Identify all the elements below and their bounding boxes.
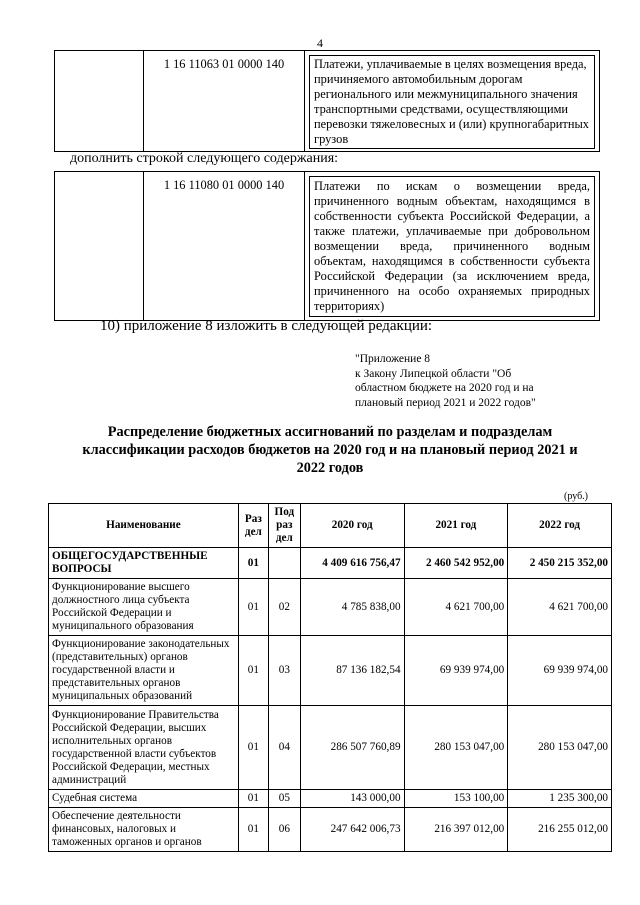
income-code-cell: 1 16 11080 01 0000 140 bbox=[144, 172, 305, 321]
row-value-2022: 69 939 974,00 bbox=[508, 636, 612, 706]
add-line-text: дополнить строкой следующего содержания: bbox=[70, 151, 339, 166]
item-10-text: 10) приложение 8 изложить в следующей редакции: bbox=[100, 318, 433, 334]
row-value-2021: 69 939 974,00 bbox=[404, 636, 508, 706]
income-description: Платежи, уплачиваемые в целях возмещения вреда, причиняемого автомобильным дорогам регионального или межмуниципального значения транспортными средствами, осуществляющими перевозки тяжеловесных и (или) крупногабаритных грузов bbox=[309, 55, 595, 149]
row-value-2021: 2 460 542 952,00 bbox=[404, 548, 508, 579]
table-header-row bbox=[49, 504, 612, 548]
table-row bbox=[49, 548, 612, 579]
table-row bbox=[49, 579, 612, 636]
row-value-2021: 280 153 047,00 bbox=[404, 706, 508, 790]
empty-cell bbox=[55, 51, 144, 152]
row-value-2022: 1 235 300,00 bbox=[508, 790, 612, 808]
row-podrazdel: 03 bbox=[268, 636, 300, 706]
column-header-2022: 2022 год bbox=[508, 504, 612, 548]
row-value-2021: 4 621 700,00 bbox=[404, 579, 508, 636]
empty-cell bbox=[55, 172, 144, 321]
row-razdel: 01 bbox=[238, 548, 268, 579]
annex-line: плановый период 2021 и 2022 годов" bbox=[355, 396, 536, 409]
income-codes-table bbox=[54, 50, 600, 152]
row-value-2021: 153 100,00 bbox=[404, 790, 508, 808]
row-value-2021: 216 397 012,00 bbox=[404, 808, 508, 852]
row-razdel: 01 bbox=[238, 790, 268, 808]
row-value-2022: 2 450 215 352,00 bbox=[508, 548, 612, 579]
row-value-2022: 216 255 012,00 bbox=[508, 808, 612, 852]
annex-reference bbox=[355, 352, 595, 410]
row-name: Обеспечение деятельности финансовых, налоговых и таможенных органов и органов bbox=[49, 808, 239, 852]
column-header-podrazdel: Под раз дел bbox=[268, 504, 300, 548]
table-row bbox=[55, 172, 600, 321]
page-number: 4 bbox=[317, 36, 323, 50]
table-heading bbox=[60, 423, 600, 477]
heading-line: классификации расходов бюджетов на 2020 год и на плановый период 2021 и bbox=[82, 442, 578, 458]
row-podrazdel bbox=[268, 548, 300, 579]
row-name: ОБЩЕГОСУДАРСТВЕННЫЕ ВОПРОСЫ bbox=[49, 548, 239, 579]
column-header-2021: 2021 год bbox=[404, 504, 508, 548]
row-name: Функционирование высшего должностного лица субъекта Российской Федерации и муниципального образования bbox=[49, 579, 239, 636]
annex-line: областном бюджете на 2020 год и на bbox=[355, 382, 534, 394]
row-razdel: 01 bbox=[238, 579, 268, 636]
income-description: Платежи по искам о возмещении вреда, причиненного водным объектам, находящимся в собственности субъекта Российской Федерации, а также платежи, уплачиваемые при добровольном возмещении вреда, причиненного водным объектам, находящимся в собственности субъекта Российской Федерации (за исключением вреда, причиненного на особо охраняемых природных территориях) bbox=[309, 176, 595, 317]
row-value-2020: 143 000,00 bbox=[300, 790, 404, 808]
row-value-2022: 280 153 047,00 bbox=[508, 706, 612, 790]
row-value-2020: 4 785 838,00 bbox=[300, 579, 404, 636]
row-name: Функционирование Правительства Российской Федерации, высших исполнительных органов государственной власти субъектов Российской Федерации, местных администраций bbox=[49, 706, 239, 790]
row-value-2022: 4 621 700,00 bbox=[508, 579, 612, 636]
column-header-2020: 2020 год bbox=[300, 504, 404, 548]
row-podrazdel: 06 bbox=[268, 808, 300, 852]
column-header-name: Наименование bbox=[49, 504, 239, 548]
row-podrazdel: 05 bbox=[268, 790, 300, 808]
annex-line: к Закону Липецкой области "Об bbox=[355, 367, 512, 380]
row-name: Судебная система bbox=[49, 790, 239, 808]
row-razdel: 01 bbox=[238, 636, 268, 706]
budget-table bbox=[48, 503, 612, 852]
table-row bbox=[49, 808, 612, 852]
row-razdel: 01 bbox=[238, 706, 268, 790]
row-name: Функционирование законодательных (представительных) органов государственной власти и представительных органов муниципальных образований bbox=[49, 636, 239, 706]
table-row bbox=[49, 790, 612, 808]
row-razdel: 01 bbox=[238, 808, 268, 852]
row-value-2020: 4 409 616 756,47 bbox=[300, 548, 404, 579]
annex-line: "Приложение 8 bbox=[355, 353, 431, 365]
row-podrazdel: 04 bbox=[268, 706, 300, 790]
heading-line: 2022 годов bbox=[296, 460, 364, 476]
table-row bbox=[55, 51, 600, 152]
heading-line: Распределение бюджетных ассигнований по разделам и подразделам bbox=[107, 424, 553, 440]
income-description-cell bbox=[305, 51, 600, 152]
income-code-cell: 1 16 11063 01 0000 140 bbox=[144, 51, 305, 152]
column-header-razdel: Раз дел bbox=[238, 504, 268, 548]
added-income-codes-table bbox=[54, 171, 600, 321]
table-row bbox=[49, 706, 612, 790]
income-description-cell bbox=[305, 172, 600, 321]
row-value-2020: 87 136 182,54 bbox=[300, 636, 404, 706]
unit-label: (руб.) bbox=[564, 491, 588, 502]
row-value-2020: 247 642 006,73 bbox=[300, 808, 404, 852]
row-value-2020: 286 507 760,89 bbox=[300, 706, 404, 790]
table-row bbox=[49, 636, 612, 706]
row-podrazdel: 02 bbox=[268, 579, 300, 636]
